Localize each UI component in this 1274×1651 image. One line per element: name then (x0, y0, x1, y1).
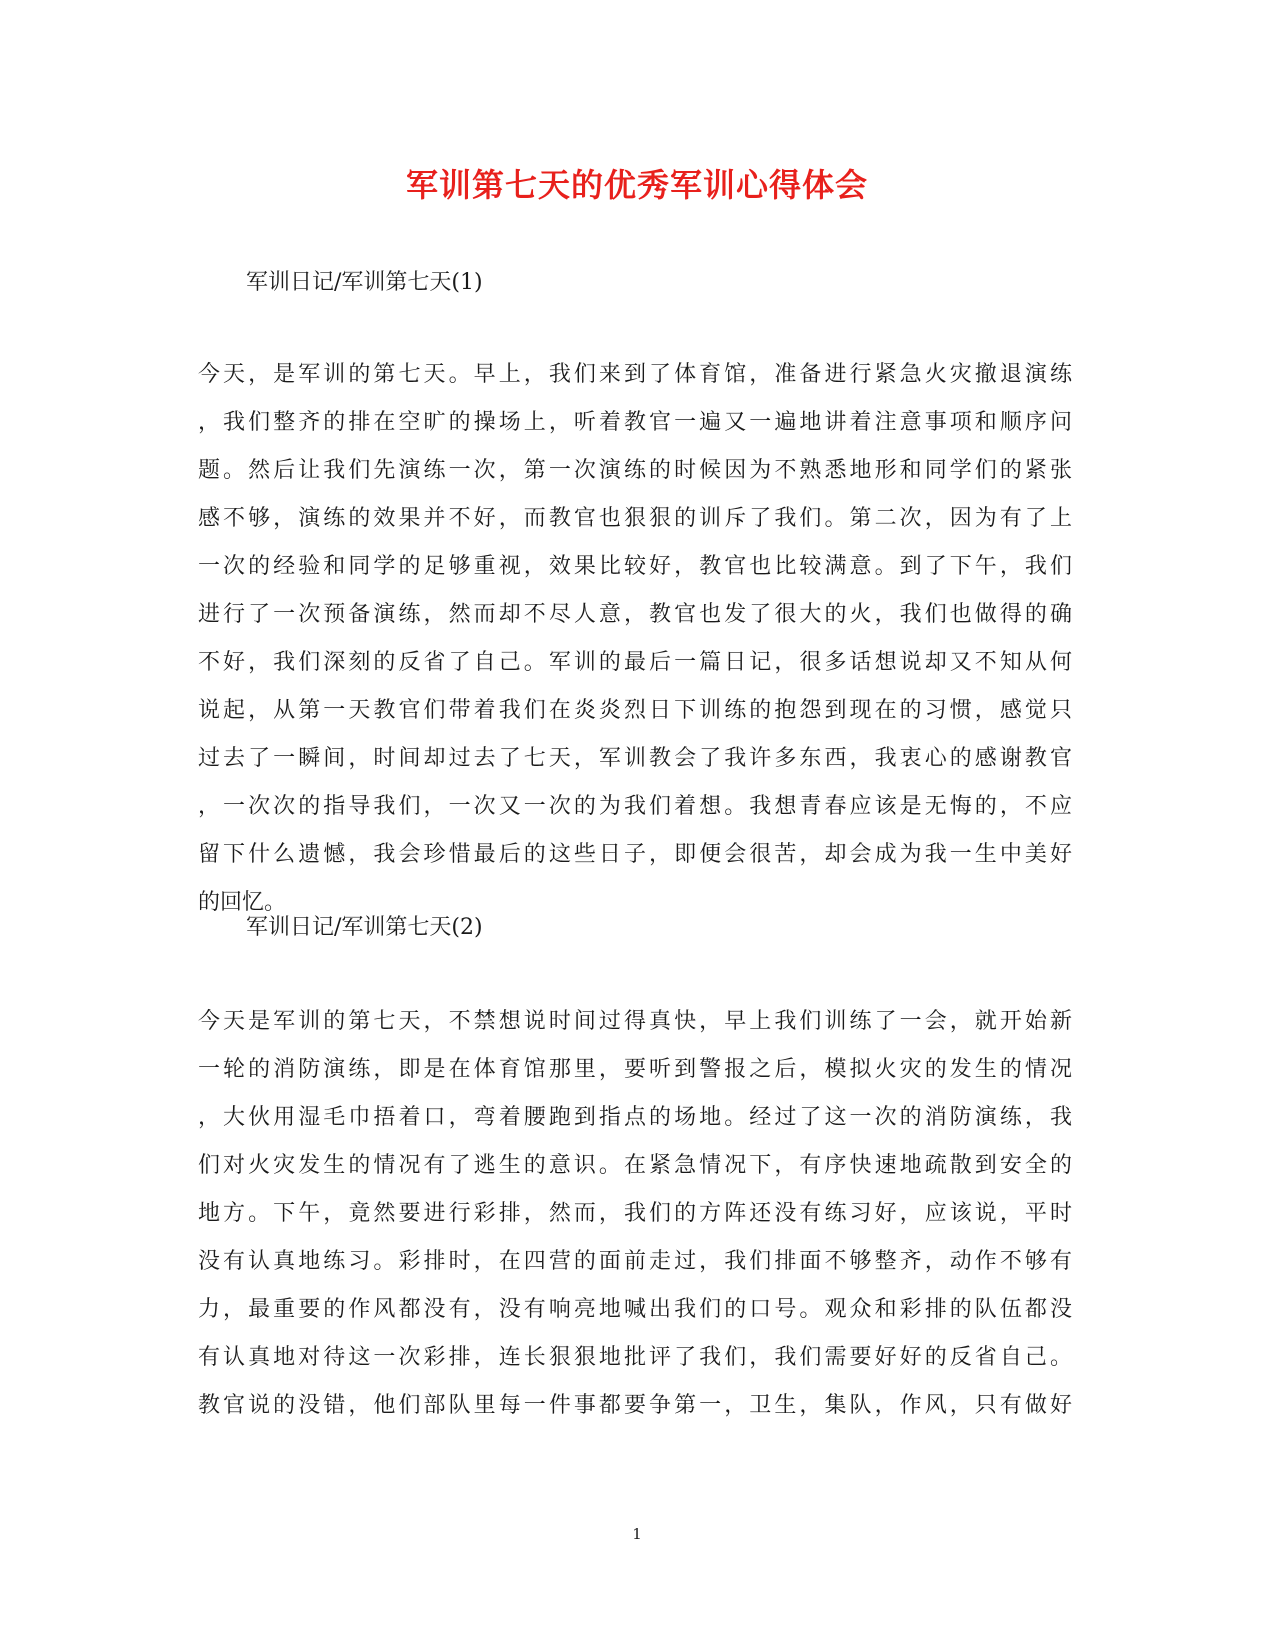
section-body-1 (198, 351, 1072, 927)
body-line: 留下什么遗憾，我会珍惜最后的这些日子，即便会很苦，却会成为我一生中美好 (198, 842, 1072, 867)
body-line: 教官说的没错，他们部队里每一件事都要争第一，卫生，集队，作风，只有做好 (198, 1393, 1072, 1418)
body-line: 感不够，演练的效果并不好，而教官也狠狠的训斥了我们。第二次，因为有了上 (198, 506, 1072, 531)
section-heading-1: 军训日记/军训第七天(1) (246, 270, 483, 295)
body-line: 今天是军训的第七天，不禁想说时间过得真快，早上我们训练了一会，就开始新 (198, 1009, 1072, 1034)
body-line: 地方。下午，竟然要进行彩排，然而，我们的方阵还没有练习好，应该说，平时 (198, 1201, 1072, 1226)
section-body-2 (198, 998, 1072, 1430)
body-line: 们对火灾发生的情况有了逃生的意识。在紧急情况下，有序快速地疏散到安全的 (198, 1153, 1072, 1178)
body-line: 力，最重要的作风都没有，没有响亮地喊出我们的口号。观众和彩排的队伍都没 (198, 1297, 1072, 1322)
body-line: 题。然后让我们先演练一次，第一次演练的时候因为不熟悉地形和同学们的紧张 (198, 458, 1072, 483)
body-line: 进行了一次预备演练，然而却不尽人意，教官也发了很大的火，我们也做得的确 (198, 602, 1072, 627)
body-line: 一次的经验和同学的足够重视，效果比较好，教官也比较满意。到了下午，我们 (198, 554, 1072, 579)
body-line: 不好，我们深刻的反省了自己。军训的最后一篇日记，很多话想说却又不知从何 (198, 650, 1072, 675)
body-line: ，大伙用湿毛巾捂着口，弯着腰跑到指点的场地。经过了这一次的消防演练，我 (198, 1105, 1072, 1130)
body-line: 有认真地对待这一次彩排，连长狠狠地批评了我们，我们需要好好的反省自己。 (198, 1345, 1072, 1370)
body-line: 说起，从第一天教官们带着我们在炎炎烈日下训练的抱怨到现在的习惯，感觉只 (198, 698, 1072, 723)
body-line: 今天，是军训的第七天。早上，我们来到了体育馆，准备进行紧急火灾撤退演练 (198, 362, 1072, 387)
body-line: 的回忆。 (198, 890, 287, 915)
section-heading-2: 军训日记/军训第七天(2) (246, 915, 483, 940)
body-line: ，我们整齐的排在空旷的操场上，听着教官一遍又一遍地讲着注意事项和顺序问 (198, 410, 1072, 435)
document-title: 军训第七天的优秀军训心得体会 (405, 166, 868, 204)
body-line: 过去了一瞬间，时间却过去了七天，军训教会了我许多东西，我衷心的感谢教官 (198, 746, 1072, 771)
page-number: 1 (632, 1525, 642, 1543)
body-line: 没有认真地练习。彩排时，在四营的面前走过，我们排面不够整齐，动作不够有 (198, 1249, 1072, 1274)
body-line: 一轮的消防演练，即是在体育馆那里，要听到警报之后，模拟火灾的发生的情况 (198, 1057, 1072, 1082)
body-line: ，一次次的指导我们，一次又一次的为我们着想。我想青春应该是无悔的，不应 (198, 794, 1072, 819)
